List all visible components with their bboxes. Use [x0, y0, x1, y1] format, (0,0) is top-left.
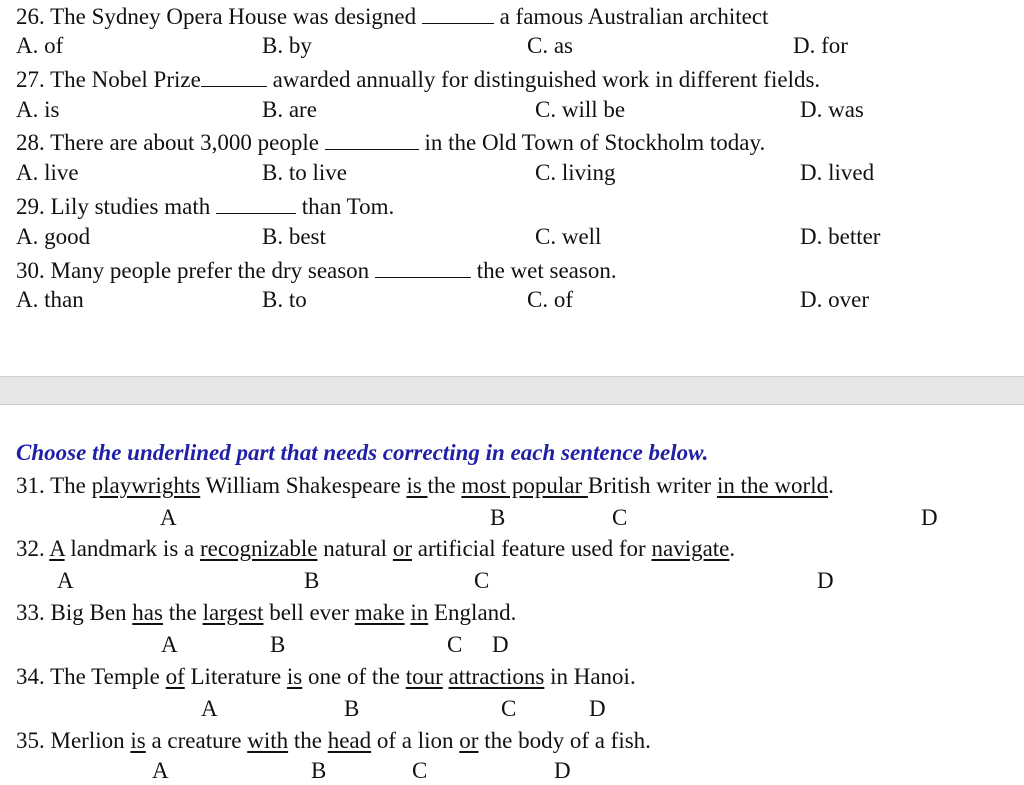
underlined-part-c: or: [392, 536, 412, 561]
underlined-part-b: recognizable: [199, 536, 318, 561]
answer-blank: [375, 255, 471, 278]
option-d: D. better: [800, 224, 881, 249]
label-b: B: [490, 505, 506, 530]
answer-blank: [325, 127, 419, 150]
option-c: C. will be: [535, 97, 626, 122]
label-c: C: [474, 568, 490, 593]
option-b: B. are: [262, 97, 317, 122]
question-30: 30. Many people prefer the dry season the wet season.: [16, 255, 617, 285]
question-26: 26. The Sydney Opera House was designed a famous Australian architect: [16, 1, 768, 31]
answer-blank: [422, 1, 494, 24]
option-a: A. than: [16, 287, 84, 312]
underlined-part-d: or: [459, 728, 479, 753]
option-d: D. was: [800, 97, 864, 122]
answer-blank: [201, 64, 267, 87]
label-d: D: [492, 632, 509, 657]
option-c: C. living: [535, 160, 616, 185]
option-c: C. of: [527, 287, 573, 312]
question-28: 28. There are about 3,000 people in the Old Town of Stockholm today.: [16, 127, 765, 157]
underlined-part-b: largest: [202, 600, 264, 625]
label-a: A: [57, 568, 74, 593]
question-35: 35. Merlion is a creature with the head of a lion or the body of a fish.: [16, 728, 651, 753]
option-d: D. for: [793, 33, 848, 58]
answer-blank: [216, 191, 296, 214]
label-c: C: [412, 758, 428, 783]
option-b: B. by: [262, 33, 312, 58]
question-29: 29. Lily studies math than Tom.: [16, 191, 394, 221]
section-instruction: Choose the underlined part that needs correcting in each sentence below.: [16, 440, 709, 465]
option-b: B. to live: [262, 160, 347, 185]
underlined-part-c: make: [354, 600, 405, 625]
underlined-part-a: playwrights: [91, 473, 201, 498]
underlined-part-a: A: [49, 536, 65, 561]
underlined-part-d: navigate: [651, 536, 730, 561]
label-b: B: [344, 696, 360, 721]
option-a: A. of: [16, 33, 64, 58]
question-33: 33. Big Ben has the largest bell ever make in England.: [16, 600, 517, 625]
underlined-part-a: is: [130, 728, 146, 753]
label-d: D: [589, 696, 606, 721]
question-31: 31. The playwrights William Shakespeare is the most popular British writer in the world.: [16, 473, 834, 498]
label-a: A: [152, 758, 169, 783]
underlined-part-c: head: [327, 728, 372, 753]
question-27: 27. The Nobel Prize awarded annually for distinguished work in different fields.: [16, 64, 820, 94]
underlined-part-a: has: [132, 600, 163, 625]
label-a: A: [201, 696, 218, 721]
underlined-part-d: in the world: [716, 473, 829, 498]
label-d: D: [554, 758, 571, 783]
option-d: D. over: [800, 287, 869, 312]
underlined-part-b: is: [406, 473, 428, 498]
label-a: A: [161, 632, 178, 657]
option-a: A. good: [16, 224, 91, 249]
label-b: B: [270, 632, 286, 657]
underlined-part-c: most popular: [461, 473, 588, 498]
label-b: B: [311, 758, 327, 783]
question-34: 34. The Temple of Literature is one of the tour attractions in Hanoi.: [16, 664, 636, 689]
option-b: B. best: [262, 224, 326, 249]
underlined-part-d: attractions: [448, 664, 545, 689]
label-d: D: [921, 505, 938, 530]
underlined-part-c: tour: [405, 664, 443, 689]
underlined-part-d: in: [410, 600, 429, 625]
option-a: A. is: [16, 97, 60, 122]
option-c: C. well: [535, 224, 602, 249]
option-b: B. to: [262, 287, 307, 312]
label-c: C: [501, 696, 517, 721]
label-c: C: [612, 505, 628, 530]
question-32: 32. A landmark is a recognizable natural or artificial feature used for navigate.: [16, 536, 736, 561]
underlined-part-a: of: [165, 664, 185, 689]
option-d: D. lived: [800, 160, 875, 185]
underlined-part-b: is: [286, 664, 303, 689]
option-c: C. as: [527, 33, 573, 58]
label-d: D: [817, 568, 834, 593]
option-a: A. live: [16, 160, 79, 185]
label-a: A: [160, 505, 177, 530]
underlined-part-b: with: [247, 728, 289, 753]
section-divider: [0, 376, 1024, 405]
label-c: C: [447, 632, 463, 657]
label-b: B: [304, 568, 320, 593]
